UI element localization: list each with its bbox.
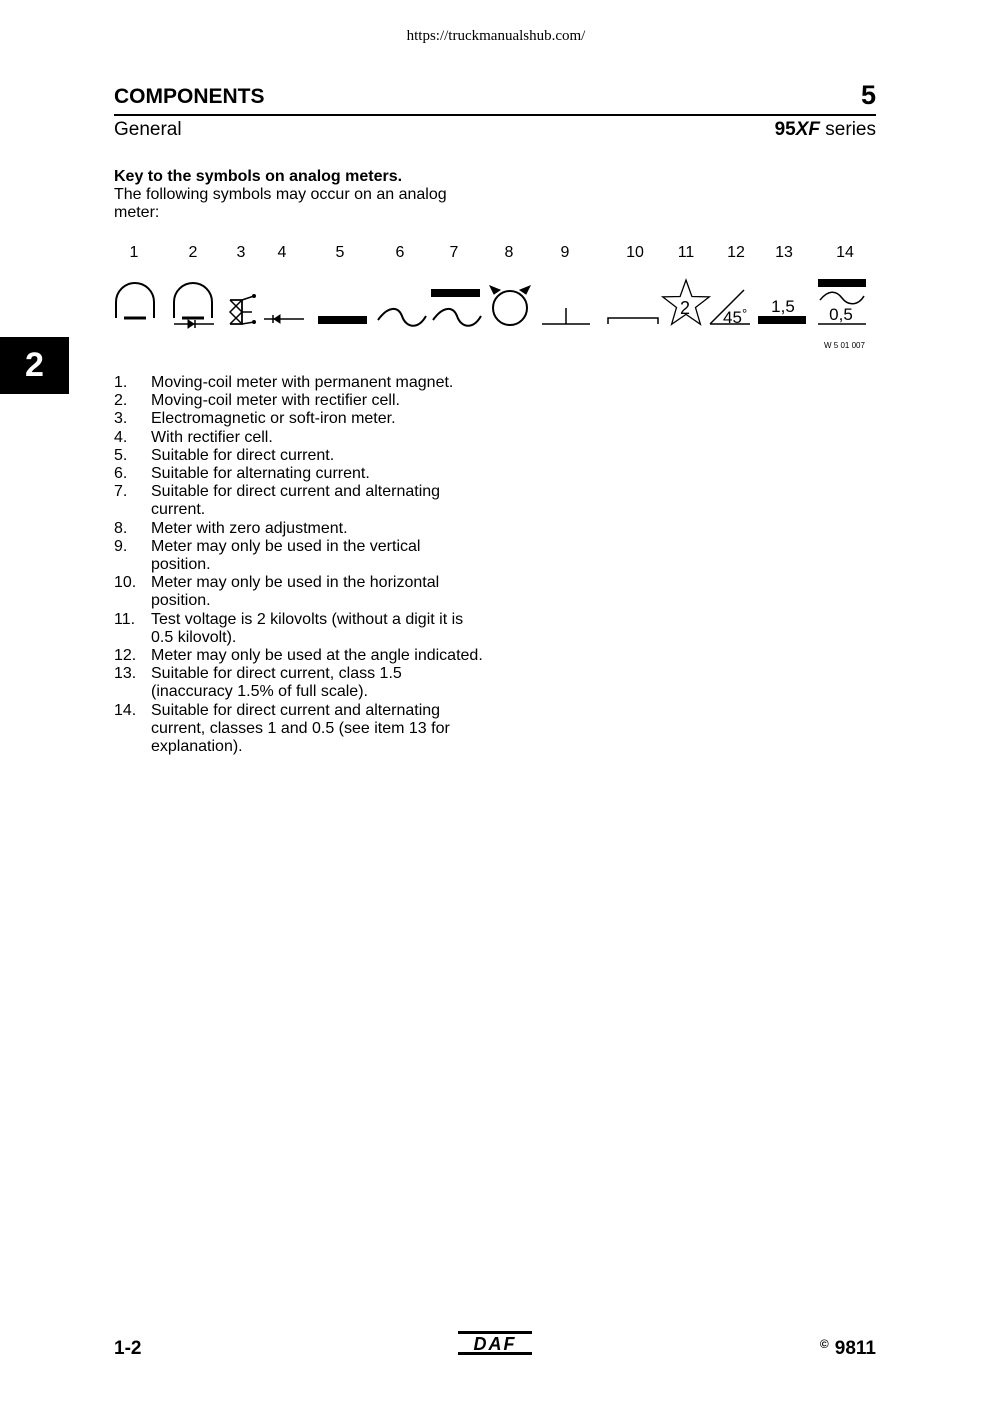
series-model: 95 (774, 119, 796, 140)
item-text: Moving-coil meter with rectifier cell. (151, 392, 400, 410)
chapter-number: 5 (860, 80, 876, 110)
ac-symbol (378, 309, 426, 326)
item-number: 12. (114, 647, 137, 665)
item-text: Meter may only be used at the angle indicated. (151, 647, 483, 665)
section-tab: 2 (0, 337, 69, 394)
test-voltage-label: 2 (679, 298, 691, 318)
moving-coil-symbol (116, 283, 154, 318)
list-item (114, 665, 484, 701)
key-title: Key to the symbols on analog meters. (114, 168, 403, 185)
item-number: 5. (114, 446, 128, 464)
rectifier-coil-symbol (174, 283, 212, 318)
list-item (114, 374, 484, 392)
list-item (114, 410, 484, 428)
item-number: 8. (114, 519, 128, 537)
angle-unit: ° (742, 306, 748, 321)
series-label (775, 119, 876, 141)
horizontal-position-symbol (608, 318, 658, 324)
item-text: Suitable for direct current and alternating current, classes 1 and 0.5 (see item 13 for explanation). (151, 701, 450, 756)
meter-symbols-figure (106, 238, 876, 338)
item-number: 1. (114, 374, 128, 391)
page-title: COMPONENTS (114, 85, 265, 108)
series-variant: XF (795, 119, 821, 140)
item-text: Meter may only be used in the horizontal position. (151, 574, 440, 610)
symbol-number: 5 (335, 244, 345, 261)
copyright-symbol: © (819, 1337, 829, 1351)
symbol-number: 13 (775, 244, 793, 261)
list-item (114, 465, 484, 483)
item-number: 4. (114, 428, 128, 446)
soft-iron-symbol (230, 300, 242, 324)
daf-logo (458, 1331, 532, 1355)
item-text: With rectifier cell. (151, 428, 273, 446)
symbol-number: 11 (677, 244, 695, 261)
symbol-number: 7 (449, 244, 459, 261)
item-text: Meter with zero adjustment. (151, 519, 348, 537)
item-number: 10. (114, 574, 137, 592)
item-text: Electromagnetic or soft-iron meter. (151, 410, 396, 428)
publication-code: 9811 (834, 1338, 876, 1359)
symbol-number: 14 (836, 244, 854, 261)
item-number: 3. (114, 410, 128, 428)
logo-wordmark: DAF (473, 1334, 517, 1354)
list-item (114, 392, 484, 410)
symbol-key-list (114, 374, 484, 756)
item-number: 13. (114, 665, 137, 683)
symbol-number: 6 (395, 244, 405, 261)
copyright (820, 1337, 876, 1360)
symbol-number: 10 (626, 244, 644, 261)
list-item (114, 574, 484, 610)
list-item (114, 520, 484, 538)
item-text: Suitable for alternating current. (151, 465, 370, 483)
item-number: 11. (114, 610, 136, 628)
item-text: Test voltage is 2 kilovolts (without a digit it is 0.5 kilovolt). (151, 610, 464, 646)
dc-class-symbol (758, 316, 806, 324)
symbol-number: 12 (727, 244, 745, 261)
symbol-number: 2 (188, 244, 198, 261)
page-number: 1-2 (114, 1338, 142, 1359)
symbol-number: 3 (236, 244, 246, 261)
dc-ac-class-symbol (818, 279, 866, 287)
page-subtitle: General (114, 119, 182, 140)
list-item (114, 447, 484, 465)
figure-code: W 5 01 007 (824, 341, 865, 350)
key-intro: The following symbols may occur on an analog meter: (114, 186, 447, 221)
angle-label: 45 (723, 308, 742, 327)
symbol-number: 9 (560, 244, 570, 261)
dc-symbol (318, 316, 367, 324)
item-text: Suitable for direct current, class 1.5 (inaccuracy 1.5% of full scale). (151, 665, 402, 701)
list-item (114, 702, 484, 757)
symbol-number: 1 (129, 244, 139, 261)
item-text: Suitable for direct current. (151, 446, 335, 464)
dc-class-label: 1,5 (771, 297, 795, 316)
list-item (114, 483, 484, 519)
list-item (114, 611, 484, 647)
item-number: 14. (114, 701, 137, 719)
list-item (114, 538, 484, 574)
ac-class-label: 0,5 (829, 305, 853, 324)
item-text: Moving-coil meter with permanent magnet. (151, 374, 454, 391)
list-item (114, 647, 484, 665)
series-suffix: series (820, 119, 876, 140)
symbol-number: 4 (277, 244, 287, 261)
zero-adjust-symbol (493, 291, 527, 325)
item-number: 2. (114, 392, 128, 410)
list-item (114, 429, 484, 447)
symbol-number: 8 (504, 244, 514, 261)
item-number: 6. (114, 465, 128, 483)
dc-ac-symbol (431, 289, 480, 297)
header-divider (114, 114, 876, 116)
item-text: Meter may only be used in the vertical position. (151, 537, 421, 574)
source-url: https://truckmanualshub.com/ (406, 28, 586, 44)
item-number: 7. (114, 483, 128, 501)
item-number: 9. (114, 537, 128, 555)
item-text: Suitable for direct current and alternating current. (151, 483, 441, 519)
